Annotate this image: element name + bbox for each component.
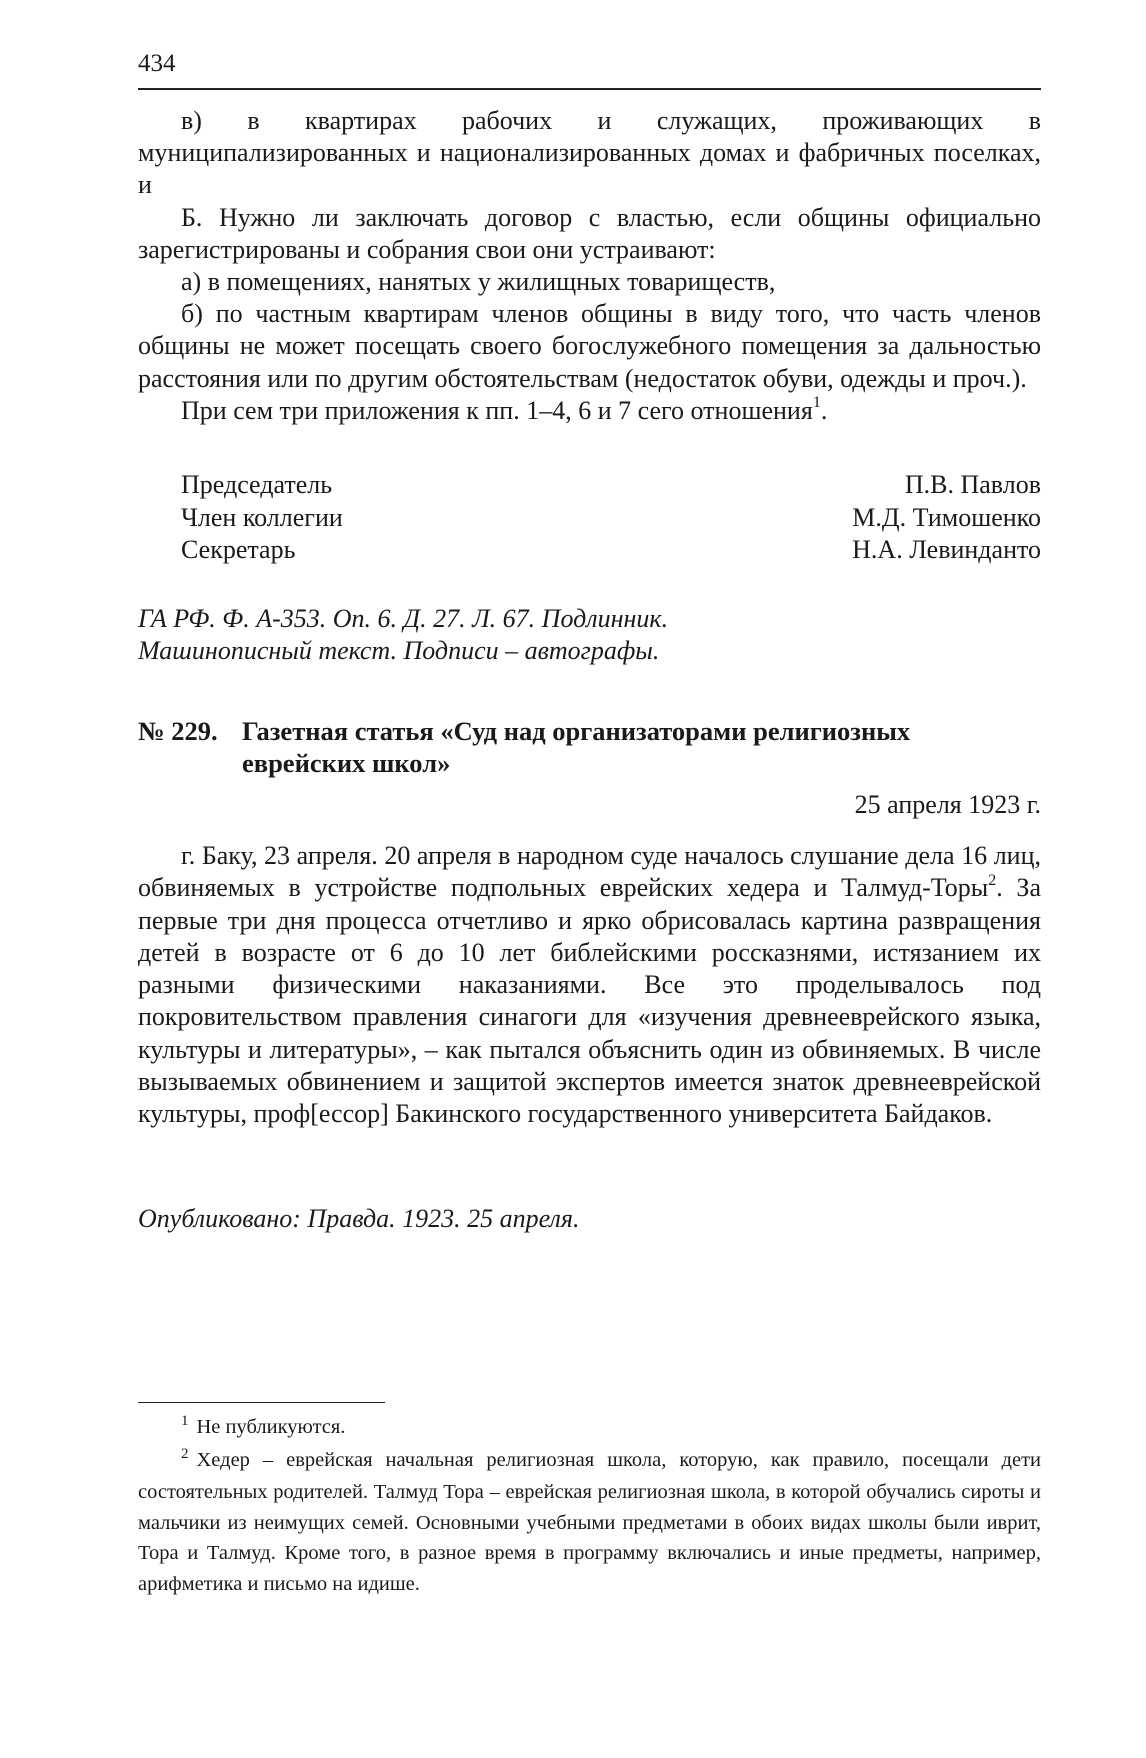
signature-role: Секретарь <box>181 535 296 564</box>
footnote: $^2$ Хедер – еврейская начальная религиозная школа, которую, как правило, посещали дети состоятельных родителей. Талмуд Тора – еврейская религиозная школа, в которой обучались сироты и мальчики из неимущих семей. Основными учебными предметами в обоих видах школы были иврит, Тора и Талмуд. Кроме того, в разное время в программу включались и иные предметы, например, арифметика и письмо на идише. <box>138 1445 1041 1595</box>
publication-source: Опубликовано: Правда. 1923. 25 апреля. <box>138 1204 580 1233</box>
document-title-line: Газетная статья «Суд над организаторами религиозных <box>242 716 911 746</box>
paragraph: Б. Нужно ли заключать договор с властью, если общины официально зарегистрированы и собрания свои они устраивают: <box>138 202 1041 264</box>
footnotes <box>138 1412 1041 1599</box>
signature-row <box>181 502 1041 535</box>
signature-name: П.В. Павлов <box>904 470 1041 499</box>
continuation-text <box>138 105 1041 427</box>
document-number: № 229. <box>138 716 218 746</box>
signature-role: Председатель <box>181 470 333 499</box>
signature-row <box>181 469 1041 502</box>
footnote-mark: 2 <box>181 1445 189 1462</box>
document-title-line: еврейских школ» <box>242 748 451 778</box>
page-number: 434 <box>138 50 176 77</box>
signature-row <box>181 534 1041 567</box>
archive-reference <box>138 603 668 667</box>
signature-block <box>181 469 1041 567</box>
footnote-ref: 2 <box>988 871 997 889</box>
paragraph: г. Баку, 23 апреля. 20 апреля в народном суде началось слушание дела 16 лиц, обвиняемых в устройстве подпольных еврейских хедера и Талмуд-Торы$^2$. За первые три дня процесса отчетливо и ярко обрисовалась картина развращения детей в возрасте от 6 до 10 лет библейскими россказнями, истязанием их разными физическими наказаниями. Все это проделывалось под покровительством правления синагоги для «изучения древнееврейского языка, культуры и литературы», – как пытался объяснить один из обвиняемых. В числе вызываемых обвинением и защитой экспертов имеется знаток древнееврейской культуры, проф[ессор] Бакинского государственного университета Байдаков. <box>138 841 1041 1129</box>
paragraph: б) по частным квартирам членов общины в виду того, что часть членов общины не может посещать своего богослужебного помещения за дальностью расстояния или по другим обстоятельствам (недостаток обуви, одежды и проч.). <box>138 299 1041 393</box>
signature-role: Член коллегии <box>181 502 343 532</box>
article-body <box>138 840 1041 1131</box>
footnote-mark: 1 <box>181 1413 189 1429</box>
paragraph: а) в помещениях, нанятых у жилищных товариществ, <box>181 267 776 297</box>
paragraph: в) в квартирах рабочих и служащих, проживающих в муниципализированных и национализированных домах и фабричных поселках, и <box>138 106 1041 200</box>
signature-name: Н.А. Левинданто <box>852 535 1041 564</box>
header-rule <box>138 88 1041 90</box>
archive-line: Машинописный текст. Подписи – автографы. <box>138 636 660 665</box>
footnote: $^1$ Не публикуются. <box>181 1413 346 1438</box>
archive-line: ГА РФ. Ф. А-353. Оп. 6. Д. 27. Л. 67. Подлинник. <box>138 604 669 633</box>
footnote-ref: 1 <box>812 394 821 412</box>
document-date: 25 апреля 1923 г. <box>854 790 1041 819</box>
paragraph-attachments: При сем три приложения к пп. 1–4, 6 и 7 сего отношения$^1$. <box>181 394 828 425</box>
footnote-rule <box>138 1402 385 1403</box>
signature-name: М.Д. Тимошенко <box>852 502 1041 532</box>
document-heading <box>138 715 1041 779</box>
